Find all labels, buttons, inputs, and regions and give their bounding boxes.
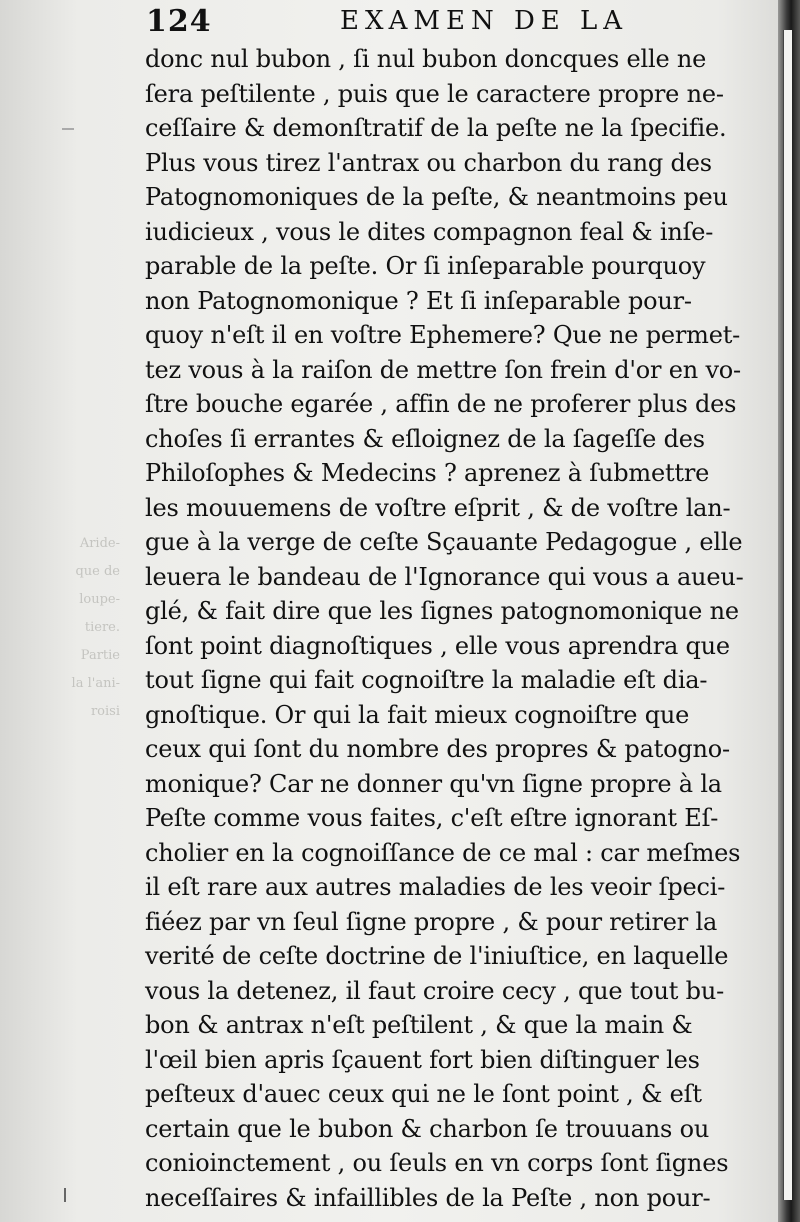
text-line: iudicieux , vous le dites compagnon feal & inſe-: [145, 217, 714, 246]
text-line: glé, & fait dire que les ſignes patognomonique ne: [145, 597, 739, 625]
text-line: verité de ceſte doctrine de l'iniuſtice, en laquelle: [145, 942, 729, 970]
margin-mark: [62, 128, 74, 130]
body-text: [145, 42, 757, 1215]
text-line: Peſte comme vous faites, c'eſt eſtre ignorant Eſ-: [145, 804, 719, 832]
text-line: non Patognomonique ? Et ſi inſeparable pour-: [145, 286, 692, 315]
text-line: conioinctement , ou ſeuls en vn corps ſont ſignes: [145, 1149, 729, 1177]
text-line: certain que le bubon & charbon ſe trouuans ou: [145, 1114, 710, 1143]
text-line: ceux qui ſont du nombre des propres & patogno-: [145, 735, 730, 763]
text-line: peſteux d'auec ceux qui ne le ſont point , & eſt: [145, 1080, 702, 1108]
running-title: EXAMEN DE LA: [340, 6, 629, 36]
bleed-line: la l'ani-: [71, 676, 120, 691]
text-line: choſes ſi errantes & eſloignez de la ſageſſe des: [145, 424, 705, 453]
text-line: gue à la verge de ceſte Sçauante Pedagogue , elle: [145, 528, 743, 556]
text-line: gnoſtique. Or qui la fait mieux cognoiſtre que: [145, 700, 690, 729]
text-line: monique? Car ne donner qu'vn ſigne propre à la: [145, 769, 722, 798]
bleed-line: tiere.: [84, 620, 120, 635]
text-line: vous la detenez, il faut croire cecy , que tout bu-: [145, 976, 724, 1005]
page-number: 124: [146, 4, 212, 39]
page-gutter: [778, 0, 800, 1222]
text-line: quoy n'eſt il en voſtre Ephemere? Que ne permet-: [145, 321, 741, 349]
text-line: donc nul bubon , ſi nul bubon doncques elle ne: [145, 45, 707, 73]
text-line: bon & antrax n'eſt peſtilent , & que la main &: [145, 1011, 693, 1039]
text-line: tez vous à la raiſon de mettre ſon frein d'or en vo-: [145, 355, 741, 384]
bleed-line: que de: [75, 564, 120, 579]
text-line: fiéez par vn ſeul ſigne propre , & pour retirer la: [145, 907, 718, 936]
text-line: il eſt rare aux autres maladies de les veoir ſpeci-: [145, 873, 726, 901]
text-line: parable de la peſte. Or ſi inſeparable pourquoy: [145, 252, 706, 280]
text-line: ſont point diagnoſtiques , elle vous aprendra que: [145, 631, 730, 660]
text-line: les mouuemens de voſtre eſprit , & de voſtre lan-: [145, 493, 731, 522]
bleed-line: Aride-: [79, 536, 120, 551]
text-line: ſtre bouche egarée , affin de ne proferer plus des: [145, 390, 737, 418]
bleed-through-text: [0, 530, 130, 760]
text-line: tout ſigne qui fait cognoiſtre la maladie eſt dia-: [145, 666, 708, 694]
text-line: cholier en la cognoiſſance de ce mal : car meſmes: [145, 838, 741, 867]
text-line: leuera le bandeau de l'Ignorance qui vous a aueu-: [145, 562, 744, 591]
bleed-line: roisi: [90, 704, 120, 719]
text-line: l'œil bien apris ſçauent fort bien diſtinguer les: [145, 1045, 700, 1074]
text-line: ceſſaire & demonſtratif de la peſte ne la ſpecifie.: [145, 114, 727, 142]
text-line: Philoſophes & Medecins ? aprenez à ſubmettre: [145, 459, 710, 487]
text-line: neceſſaires & infaillibles de la Peſte , non pour-: [145, 1183, 711, 1212]
page-header: [140, 2, 760, 38]
text-line: ſera peſtilente , puis que le caractere propre ne-: [145, 79, 724, 108]
bleed-line: Partie: [80, 648, 120, 663]
text-line: Patognomoniques de la peſte, & neantmoins peu: [145, 183, 728, 211]
footer-mark: [64, 1188, 66, 1202]
text-line: Plus vous tirez l'antrax ou charbon du rang des: [145, 148, 712, 177]
bleed-line: loupe-: [79, 592, 120, 607]
facing-page-edge: [783, 30, 792, 1200]
